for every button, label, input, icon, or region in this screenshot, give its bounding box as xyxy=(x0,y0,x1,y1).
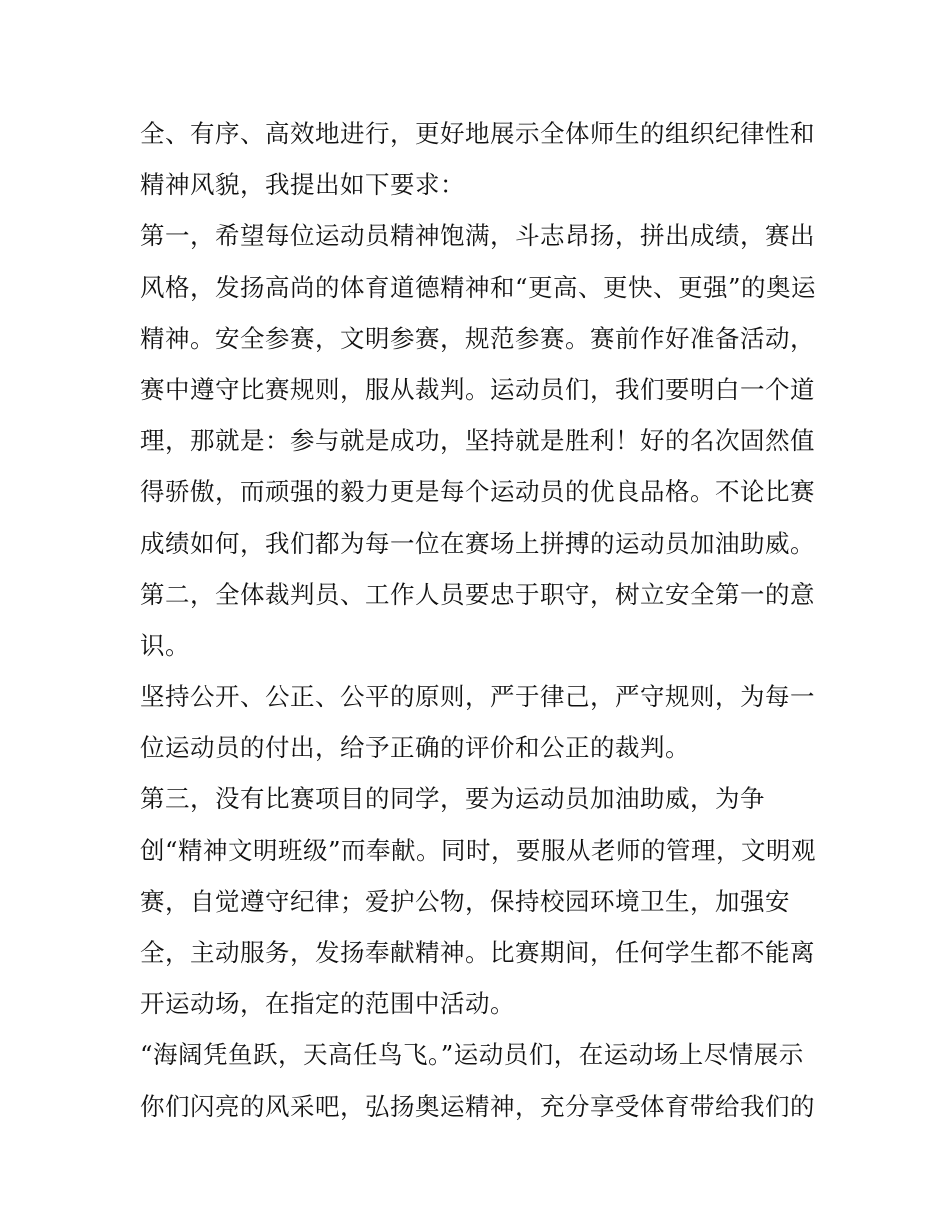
text-line-4: 风格，发扬高尚的体育道德精神和“更高、更快、更强”的奥运 xyxy=(140,272,817,302)
text-line-15: 创“精神文明班级”而奉献。同时，要服从老师的管理，文明观 xyxy=(140,835,817,865)
text-line-14: 第三，没有比赛项目的同学，要为运动员加油助威，为争 xyxy=(140,784,765,814)
text-line-8: 得骄傲，而顽强的毅力更是每个运动员的优良品格。不论比赛 xyxy=(140,477,815,507)
text-line-10: 第二，全体裁判员、工作人员要忠于职守，树立安全第一的意 xyxy=(140,579,815,609)
text-line-5: 精神。安全参赛，文明参赛，规范参赛。赛前作好准备活动， xyxy=(140,323,815,353)
text-line-16: 赛，自觉遵守纪律；爱护公物，保持校园环境卫生，加强安 xyxy=(140,886,790,916)
text-line-11: 识。 xyxy=(140,630,190,660)
text-line-18: 开运动场，在指定的范围中活动。 xyxy=(140,989,515,1019)
text-line-1: 全、有序、高效地进行，更好地展示全体师生的组织纪律性和 xyxy=(140,119,815,148)
text-line-2: 精神风貌，我提出如下要求： xyxy=(140,170,465,200)
text-line-9: 成绩如何，我们都为每一位在赛场上拼搏的运动员加油助威。 xyxy=(140,528,815,558)
text-line-20: 你们闪亮的风采吧，弘扬奥运精神，充分享受体育带给我们的 xyxy=(140,1091,815,1121)
text-line-12: 坚持公开、公正、公平的原则，严于律己，严守规则，为每一 xyxy=(140,682,815,712)
text-line-17: 全，主动服务，发扬奉献精神。比赛期间，任何学生都不能离 xyxy=(140,938,815,967)
text-line-19: “海阔凭鱼跃，天高任鸟飞。”运动员们，在运动场上尽情展示 xyxy=(140,1040,804,1070)
body-text xyxy=(140,108,820,1132)
text-line-6: 赛中遵守比赛规则，服从裁判。运动员们，我们要明白一个道 xyxy=(140,374,815,404)
text-line-7: 理，那就是：参与就是成功，坚持就是胜利！好的名次固然值 xyxy=(140,426,815,456)
text-line-3: 第一，希望每位运动员精神饱满，斗志昂扬，拼出成绩，赛出 xyxy=(140,221,815,251)
text-line-13: 位运动员的付出，给予正确的评价和公正的裁判。 xyxy=(140,733,690,763)
